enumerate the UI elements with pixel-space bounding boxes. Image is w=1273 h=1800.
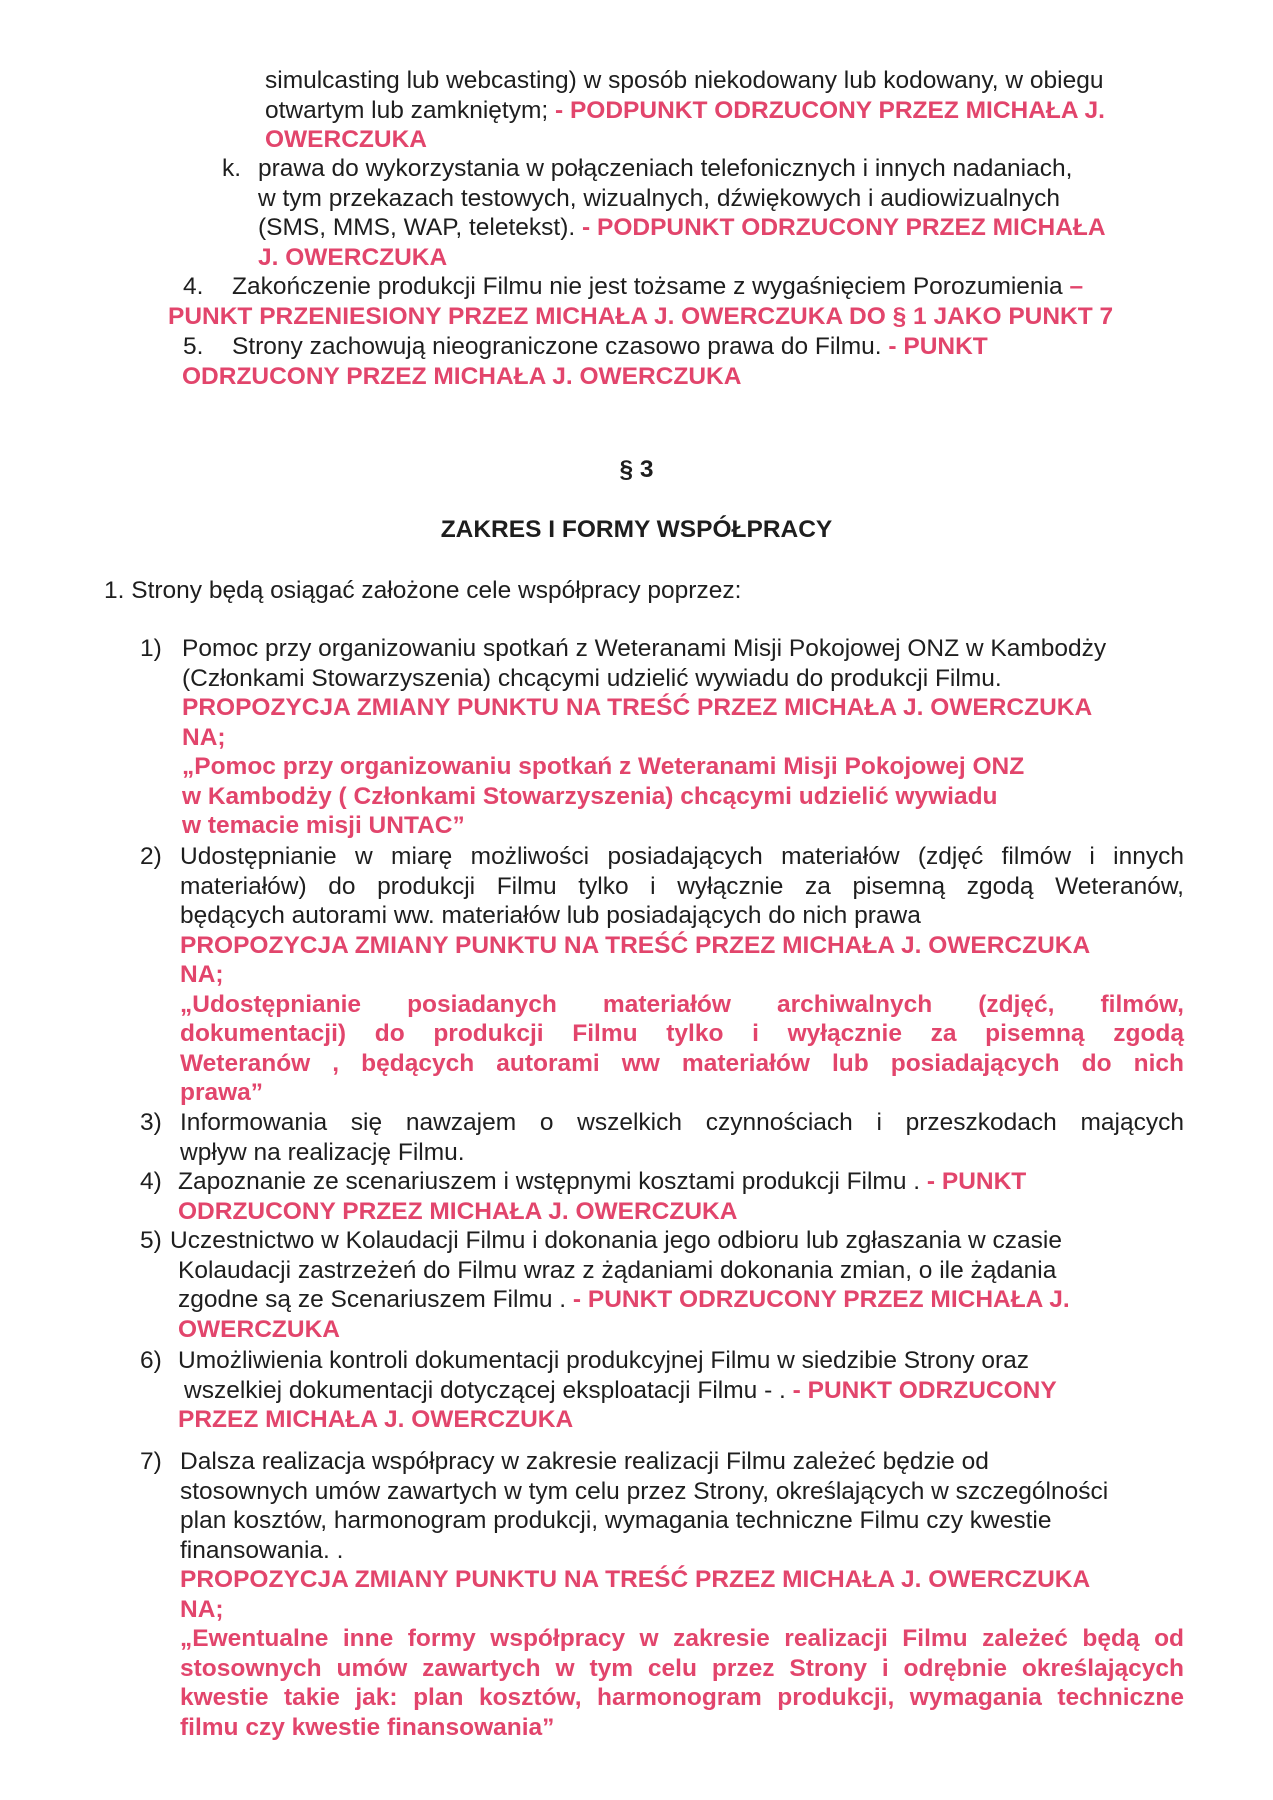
- text-line: finansowania. .: [180, 1536, 344, 1564]
- text-span: Zakończenie produkcji Filmu nie jest tożsame z wygaśnięciem Porozumienia: [232, 273, 1063, 300]
- rejection-note: PRZEZ MICHAŁA J. OWERCZUKA: [178, 1406, 574, 1433]
- rejection-note: - PUNKT: [881, 333, 988, 360]
- proposal-header: PROPOZYCJA ZMIANY PUNKTU NA TREŚĆ PRZEZ MICHAŁA J. OWERCZUKA: [180, 931, 1091, 959]
- rejection-note: OWERCZUKA: [265, 126, 427, 153]
- text-span: zgodne są ze Scenariuszem Filmu .: [178, 1286, 567, 1313]
- rejection-note: ODRZUCONY PRZEZ MICHAŁA J. OWERCZUKA: [182, 363, 742, 390]
- item-label: 4): [140, 1168, 162, 1195]
- proposed-text: w Kambodży ( Członkami Stowarzyszenia) chcącymi udzielić wywiadu: [182, 782, 998, 810]
- text-line: [170, 1285, 1170, 1315]
- rejection-note: - PUNKT ODRZUCONY PRZEZ MICHAŁA J.: [566, 1286, 1070, 1313]
- proposed-text: „Udostępnianie posiadanych materiałów archiwalnych (zdjęć, filmów,: [180, 990, 1184, 1018]
- text-line: [232, 332, 1192, 362]
- text-line: [232, 272, 1192, 302]
- rejection-note: J. OWERCZUKA: [258, 243, 448, 271]
- subpoint-label: k.: [222, 155, 242, 182]
- rejection-note: OWERCZUKA: [178, 1315, 340, 1343]
- point-label: 5.: [183, 333, 204, 360]
- text-line: w tym przekazach testowych, wizualnych, dźwiękowych i audiowizualnych: [258, 184, 1061, 212]
- item-5: [170, 1226, 1170, 1344]
- proposed-text: filmu czy kwestie finansowania”: [180, 1713, 555, 1741]
- item-label: 2): [140, 843, 162, 870]
- point-label: 4.: [183, 273, 204, 300]
- proposed-text: „Pomoc przy organizowaniu spotkań z Weteranami Misji Pokojowej ONZ: [182, 753, 1025, 780]
- rejection-note: - PODPUNKT ODRZUCONY PRZEZ MICHAŁA: [575, 214, 1106, 241]
- text-line: Uczestnictwo w Kolaudacji Filmu i dokonania jego odbioru lub zgłaszania w czasie: [170, 1227, 1062, 1254]
- text-line: stosownych umów zawartych w tym celu przez Strony, określających w szczególności: [180, 1477, 1109, 1505]
- text-line: Umożliwienia kontroli dokumentacji produkcyjnej Filmu w siedzibie Strony oraz: [178, 1347, 1030, 1374]
- proposed-text: Weteranów , będących autorami ww materiałów lub posiadających do nich: [180, 1049, 1184, 1077]
- section-title: ZAKRES I FORMY WSPÓŁPRACY: [440, 516, 833, 543]
- rejection-note: - PUNKT ODRZUCONY: [785, 1376, 1057, 1404]
- text-line: [258, 213, 1188, 243]
- rejection-note: ODRZUCONY PRZEZ MICHAŁA J. OWERCZUKA: [178, 1197, 738, 1225]
- proposal-header: PROPOZYCJA ZMIANY PUNKTU NA TREŚĆ PRZEZ MICHAŁA J. OWERCZUKA: [182, 694, 1093, 721]
- text-span: Zapoznanie ze scenariuszem i wstępnymi kosztami produkcji Filmu .: [178, 1168, 921, 1195]
- proposal-header: NA;: [180, 1595, 224, 1623]
- rejection-note: - PUNKT: [920, 1168, 1027, 1195]
- point-5: [232, 332, 1192, 362]
- proposed-text: „Ewentualne inne formy współpracy w zakresie realizacji Filmu zależeć będą od: [180, 1625, 1184, 1652]
- text-line: Informowania się nawzajem o wszelkich czynnościach i przeszkodach mających: [180, 1109, 1184, 1136]
- text-line: [178, 1376, 1184, 1406]
- text-line: Pomoc przy organizowaniu spotkań z Weteranami Misji Pokojowej ONZ w Kambodży: [182, 635, 1107, 662]
- proposal-header: PROPOZYCJA ZMIANY PUNKTU NA TREŚĆ PRZEZ MICHAŁA J. OWERCZUKA: [180, 1566, 1091, 1593]
- item-7: [180, 1447, 1184, 1742]
- text-line: [178, 1167, 1184, 1197]
- text-line: Kolaudacji zastrzeżeń do Filmu wraz z żądaniami dokonania zmian, o ile żądania: [178, 1256, 1057, 1284]
- item-label: 5): [140, 1227, 162, 1254]
- rejection-note: –: [1062, 273, 1084, 300]
- text-line: Udostępnianie w miarę możliwości posiadających materiałów (zdjęć filmów i innych: [180, 843, 1184, 870]
- text-line: (Członkami Stowarzyszenia) chcącymi udzielić wywiadu do produkcji Filmu.: [182, 664, 1002, 692]
- item-label: 3): [140, 1109, 162, 1136]
- text-span: (SMS, MMS, WAP, teletekst).: [258, 214, 576, 241]
- relocation-note: PUNKT PRZENIESIONY PRZEZ MICHAŁA J. OWERCZUKA DO § 1 JAKO PUNKT 7: [168, 303, 1114, 330]
- text-span: otwartym lub zamkniętym;: [265, 96, 549, 124]
- text-line: materiałów) do produkcji Filmu tylko i wyłącznie za pisemną zgodą Weteranów,: [180, 872, 1184, 900]
- text-span: Strony zachowują nieograniczone czasowo prawa do Filmu.: [232, 333, 882, 360]
- item-label: 6): [140, 1347, 162, 1374]
- item-2: [180, 842, 1184, 1108]
- text-line: Dalsza realizacja współpracy w zakresie realizacji Filmu zależeć będzie od: [180, 1448, 989, 1475]
- intro-line: 1. Strony będą osiągać założone cele współpracy poprzez:: [104, 577, 742, 604]
- text-line: [265, 96, 1185, 126]
- item-label: 7): [140, 1448, 162, 1475]
- proposed-text: kwestie takie jak: plan kosztów, harmonogram produkcji, wymagania techniczne: [180, 1684, 1184, 1711]
- section-number: § 3: [619, 456, 654, 483]
- text-line: plan kosztów, harmonogram produkcji, wymagania techniczne Filmu czy kwestie: [180, 1507, 1052, 1534]
- subpoint-k: [258, 154, 1188, 272]
- point-4: [232, 272, 1192, 302]
- subpoint-j: [265, 66, 1185, 155]
- text-line: będących autorami ww. materiałów lub posiadających do nich prawa: [180, 902, 921, 929]
- proposed-text: stosownych umów zawartych w tym celu przez Strony i odrębnie określających: [180, 1654, 1184, 1682]
- item-label: 1): [140, 635, 162, 662]
- proposed-text: dokumentacji) do produkcji Filmu tylko i wyłącznie za pisemną zgodą: [180, 1020, 1184, 1047]
- proposal-header: NA;: [180, 961, 224, 988]
- item-4: [178, 1167, 1184, 1226]
- item-6: [178, 1346, 1184, 1435]
- text-line: wpływ na realizację Filmu.: [180, 1138, 465, 1166]
- proposed-text: w temacie misji UNTAC”: [182, 812, 465, 839]
- item-3: [180, 1108, 1184, 1167]
- text-line: prawa do wykorzystania w połączeniach telefonicznych i innych nadaniach,: [258, 155, 1073, 182]
- rejection-note: - PODPUNKT ODRZUCONY PRZEZ MICHAŁA J.: [548, 96, 1105, 124]
- proposal-header: NA;: [182, 723, 226, 751]
- item-1: [182, 634, 1184, 841]
- text-line: simulcasting lub webcasting) w sposób niekodowany lub kodowany, w obiegu: [265, 67, 1104, 94]
- text-span: wszelkiej dokumentacji dotyczącej eksploatacji Filmu - .: [184, 1376, 786, 1404]
- proposed-text: prawa”: [180, 1079, 264, 1106]
